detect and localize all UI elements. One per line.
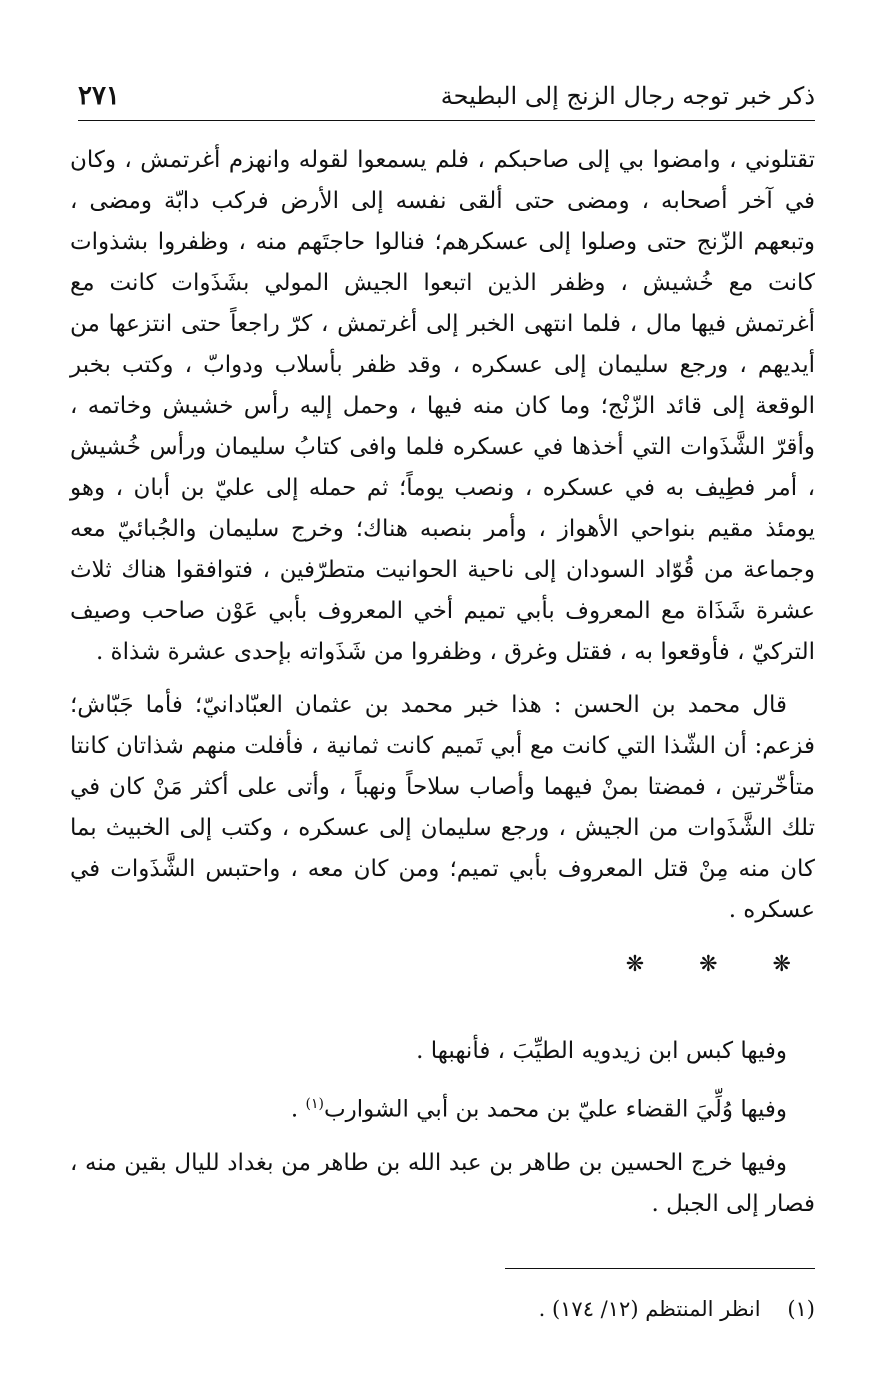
short-line: وفيها كبس ابن زيدويه الطيِّبَ ، فأنهبها .: [416, 1038, 787, 1064]
footnote-rule: [505, 1268, 815, 1269]
paragraph: وفيها خرج الحسين بن طاهر بن عبد الله بن طاهر من بغداد لليال بقين منه ، فصار إلى الجبل .: [70, 1149, 815, 1217]
main-text: [70, 140, 815, 1237]
section-separator: ❋ ❋ ❋: [625, 952, 815, 977]
footnote-mark: (١): [787, 1297, 815, 1321]
footnote-text: انظر المنتظم (١٢/ ١٧٤) .: [538, 1297, 761, 1321]
running-title: ذكر خبر توجه رجال الزنج إلى البطيحة: [440, 82, 815, 110]
page-number: ٢٧١: [78, 81, 120, 111]
paragraph: تقتلوني ، وامضوا بي إلى صاحبكم ، فلم يسمعوا لقوله وانهزم أغرتمش ، وكان في آخر أصحابه ، ومضى حتى ألقى نفسه إلى الأرض فركب دابّة ومضى ، وتبعهم الزّنج حتى وصلوا إلى عسكرهم؛ فنالوا حاجتَهم منه ، وظفروا بشذوات كانت مع خُشيش ، وظفر الذين اتبعوا الجيش المولي بشَذَوات كانت مع أغرتمش فيها مال ، فلما انتهى الخبر إلى أغرتمش ، كرّ راجعاً حتى انتزعها من أيديهم ، ورجع سليمان إلى عسكره ، وقد ظفر بأسلاب ودوابّ ، وكتب بخبر الوقعة إلى قائد الزّنْج؛ وما كان منه فيها ، وحمل إليه رأس خشيش وخاتمه ، وأقرّ الشَّذَوات التي أخذها في عسكره فلما وافى كتابُ سليمان ورأس خُشيش ، أمر فطِيف به في عسكره ، ونصب يوماً؛ ثم حمله إلى عليّ بن أبان ، وهو يومئذ مقيم بنواحي الأهواز ، وأمر بنصبه هناك؛ وخرج سليمان والجُبائيّ معه وجماعة من قُوّاد السودان إلى ناحية الحوانيت متطرّفين ، فتوافقوا هناك ثلاث عشرة شَذَاة مع المعروف بأبي تميم أخي المعروف بأبي عَوْن صاحب وصيف التركيّ ، فأوقعوا به ، فقتل وغرق ، وظفروا من شَذَواته بإحدى عشرة شذاة .: [70, 147, 815, 665]
footnote-reference[interactable]: (١): [305, 1096, 324, 1112]
footnote: [70, 1292, 815, 1326]
short-line: [70, 1084, 815, 1131]
header-rule: [78, 120, 815, 121]
paragraph: قال محمد بن الحسن : هذا خبر محمد بن عثمان العبّادانيّ؛ فأما جَبّاش؛ فزعم: أن الشّذا التي كانت مع أبي تَميم كانت ثمانية ، فأفلت منهم شذاتان كانتا متأخّرتين ، فمضتا بمنْ فيهما وأصاب سلاحاً ونهباً ، وأتى على أكثر مَنْ كان في تلك الشَّذَوات من الجيش ، ورجع سليمان إلى عسكره ، وكتب إلى الخبيث بما كان منه مِنْ قتل المعروف بأبي تميم؛ ومن كان معه ، واحتبس الشَّذَوات في عسكره .: [70, 692, 815, 923]
short-line-text: وفيها وُلِّيَ القضاء عليّ بن محمد بن أبي الشوارب: [324, 1096, 787, 1123]
page-header: [78, 76, 815, 116]
short-line-end: .: [290, 1096, 306, 1123]
